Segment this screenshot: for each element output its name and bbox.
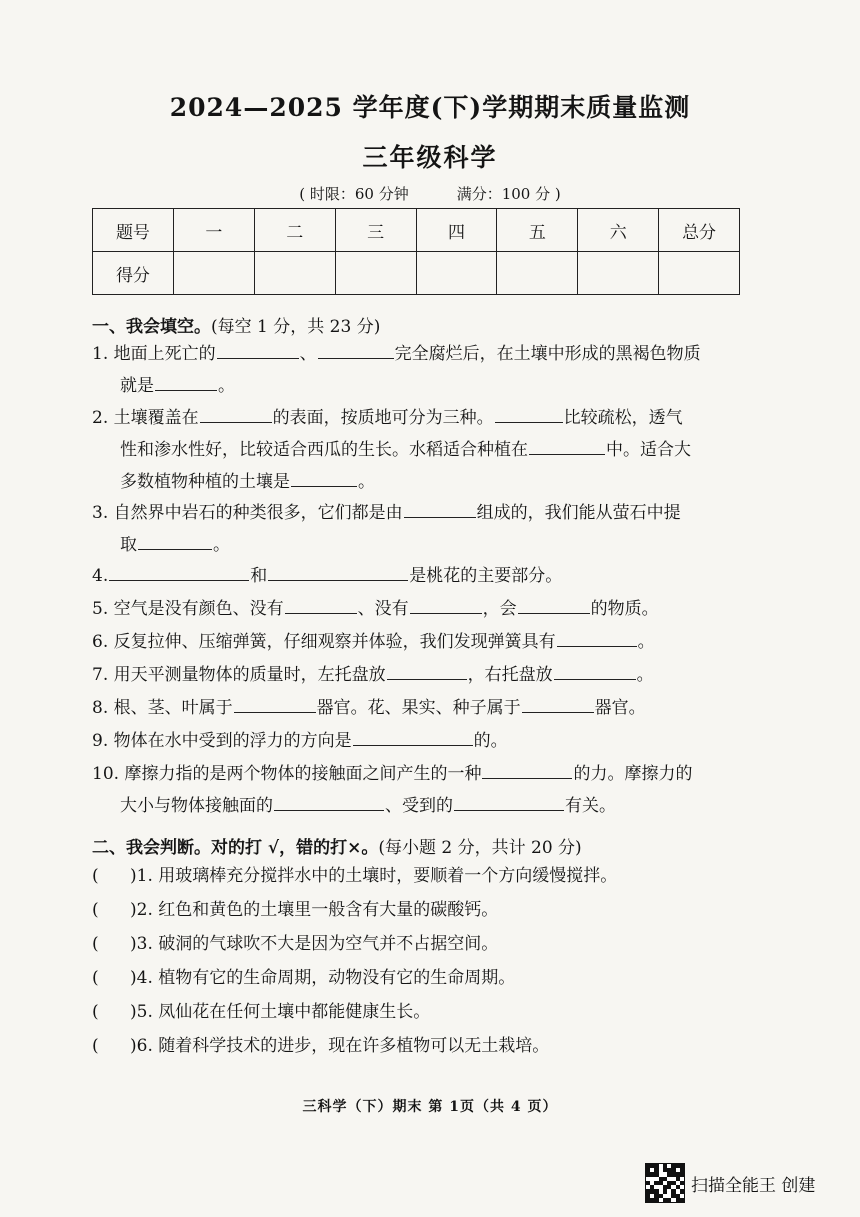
- q8-text: 器官。花、果实、种子属于: [316, 698, 521, 718]
- judge-text: )1. 用玻璃棒充分搅拌水中的土壤时，要顺着一个方向缓慢搅拌。: [130, 866, 618, 886]
- q2-text: 2. 土壤覆盖在: [92, 408, 199, 428]
- q10-text: 的力。摩擦力的: [573, 764, 693, 784]
- question-8: [92, 692, 754, 724]
- answer-blank[interactable]: [353, 727, 473, 746]
- q3-text: 组成的，我们能从萤石中提: [476, 503, 681, 523]
- answer-blank[interactable]: [155, 372, 217, 391]
- answer-blank[interactable]: [522, 694, 594, 713]
- q6-text: 。: [637, 632, 655, 652]
- answer-blank[interactable]: [482, 760, 572, 779]
- q10-text: 10. 摩擦力指的是两个物体的接触面之间产生的一种: [92, 764, 482, 784]
- judge-answer-paren[interactable]: (: [92, 934, 99, 954]
- scanner-watermark: [645, 1163, 815, 1203]
- q8-text: 8. 根、茎、叶属于: [92, 698, 233, 718]
- judge-text: )2. 红色和黄色的土壤里一般含有大量的碳酸钙。: [130, 900, 499, 920]
- qr-code-icon: [645, 1163, 685, 1203]
- judge-answer-paren[interactable]: (: [92, 900, 99, 920]
- question-1: [92, 338, 754, 402]
- q1-text: 完全腐烂后，在土壤中形成的黑褐色物质: [394, 344, 701, 364]
- score-cell: 题号: [93, 209, 174, 252]
- score-cell: 一: [173, 209, 254, 252]
- judge-text: )4. 植物有它的生命周期，动物没有它的生命周期。: [130, 968, 516, 988]
- answer-blank[interactable]: [495, 404, 563, 423]
- q3-text: 3. 自然界中岩石的种类很多，它们都是由: [92, 503, 403, 523]
- q2-text: 的表面，按质地可分为三种。: [272, 408, 494, 428]
- exam-info: [0, 183, 860, 204]
- score-cell: 二: [254, 209, 335, 252]
- judge-answer-paren[interactable]: (: [92, 1036, 99, 1056]
- q1-text: 就是: [120, 376, 154, 396]
- q10-text: 、受到的: [385, 796, 453, 816]
- judge-item: [92, 962, 515, 994]
- judge-item: [92, 894, 498, 926]
- q7-text: 7. 用天平测量物体的质量时，左托盘放: [92, 665, 386, 685]
- time-limit: ( 时限：60 分钟: [299, 185, 409, 203]
- answer-blank[interactable]: [234, 694, 316, 713]
- q3-text: 取: [120, 535, 137, 555]
- answer-blank[interactable]: [285, 595, 357, 614]
- score-table-score-row: [93, 252, 740, 295]
- section1-heading: [92, 312, 380, 337]
- judge-text: )6. 随着科学技术的进步，现在许多植物可以无土栽培。: [130, 1036, 550, 1056]
- score-empty-cell: [173, 252, 254, 295]
- score-empty-cell: [497, 252, 578, 295]
- q6-text: 6. 反复拉伸、压缩弹簧，仔细观察并体验，我们发现弹簧具有: [92, 632, 556, 652]
- score-row-label: 得分: [93, 252, 174, 295]
- q10-text: 大小与物体接触面的: [120, 796, 273, 816]
- answer-blank[interactable]: [529, 436, 605, 455]
- score-cell: 五: [497, 209, 578, 252]
- q1-text: 1. 地面上死亡的: [92, 344, 216, 364]
- question-2: [92, 402, 754, 498]
- judge-text: )5. 凤仙花在任何土壤中都能健康生长。: [130, 1002, 431, 1022]
- exam-subtitle: 三年级科学: [362, 143, 498, 172]
- answer-blank[interactable]: [387, 661, 467, 680]
- q2-text: 性和渗水性好，比较适合西瓜的生长。水稻适合种植在: [120, 440, 528, 460]
- answer-blank[interactable]: [200, 404, 272, 423]
- answer-blank[interactable]: [291, 468, 357, 487]
- score-empty-cell: [416, 252, 497, 295]
- q4-text: 是桃花的主要部分。: [409, 566, 563, 586]
- judge-item: [92, 928, 498, 960]
- q4-text: 4.: [92, 566, 109, 586]
- q5-text: 、没有: [357, 599, 409, 619]
- q5-text: 的物质。: [590, 599, 659, 619]
- score-cell: 三: [335, 209, 416, 252]
- judge-answer-paren[interactable]: (: [92, 866, 99, 886]
- q3-text: 。: [213, 535, 230, 555]
- section2-heading: [92, 833, 582, 858]
- score-empty-cell: [578, 252, 659, 295]
- judge-item: [92, 1030, 549, 1062]
- judge-text: )3. 破洞的气球吹不大是因为空气并不占据空间。: [130, 934, 499, 954]
- full-score: 满分：100 分 ): [456, 185, 561, 203]
- judge-answer-paren[interactable]: (: [92, 968, 99, 988]
- q5-text: 5. 空气是没有颜色、没有: [92, 599, 284, 619]
- answer-blank[interactable]: [554, 661, 636, 680]
- score-empty-cell: [659, 252, 740, 295]
- score-table-header-row: [93, 209, 740, 252]
- judge-item: [92, 860, 617, 892]
- exam-title: 2024—2025 学年度(下)学期期末质量监测: [169, 93, 691, 122]
- q1-text: 。: [218, 376, 235, 396]
- page-footer: 三科学（下）期末 第 1页（共 4 页）: [302, 1099, 558, 1115]
- answer-blank[interactable]: [217, 340, 299, 359]
- answer-blank[interactable]: [518, 595, 590, 614]
- q2-text: 多数植物种植的土壤是: [120, 472, 290, 492]
- answer-blank[interactable]: [557, 628, 637, 647]
- question-6: [92, 626, 754, 658]
- q1-text: 、: [299, 344, 317, 364]
- question-4: [92, 560, 754, 592]
- section2-title: 二、我会判断。对的打 √，错的打×。: [92, 838, 379, 858]
- section2-note: (每小题 2 分，共计 20 分): [378, 838, 582, 858]
- question-9: [92, 725, 754, 757]
- q7-text: 。: [636, 665, 654, 685]
- score-empty-cell: [254, 252, 335, 295]
- q2-text: 中。适合大: [606, 440, 691, 460]
- section1-note: (每空 1 分，共 23 分): [211, 317, 381, 337]
- q7-text: ，右托盘放: [467, 665, 553, 685]
- judge-answer-paren[interactable]: (: [92, 1002, 99, 1022]
- section1-title: 一、我会填空。: [92, 317, 211, 337]
- answer-blank[interactable]: [274, 792, 384, 811]
- q8-text: 器官。: [594, 698, 646, 718]
- q4-text: 和: [250, 566, 268, 586]
- score-table: [92, 208, 740, 295]
- watermark-text: 扫描全能王 创建: [691, 1175, 816, 1196]
- q5-text: ，会: [482, 599, 517, 619]
- score-empty-cell: [335, 252, 416, 295]
- answer-blank[interactable]: [109, 562, 249, 581]
- question-5: [92, 593, 754, 625]
- answer-blank[interactable]: [138, 531, 212, 550]
- q9-text: 的。: [473, 731, 508, 751]
- answer-blank[interactable]: [454, 792, 564, 811]
- answer-blank[interactable]: [268, 562, 408, 581]
- answer-blank[interactable]: [404, 499, 476, 518]
- question-7: [92, 659, 754, 691]
- answer-blank[interactable]: [318, 340, 394, 359]
- q10-text: 有关。: [565, 796, 616, 816]
- q2-text: 比较疏松，透气: [563, 408, 683, 428]
- score-cell: 四: [416, 209, 497, 252]
- q2-text: 。: [358, 472, 375, 492]
- answer-blank[interactable]: [410, 595, 482, 614]
- score-cell: 总分: [659, 209, 740, 252]
- question-10: [92, 758, 754, 822]
- score-cell: 六: [578, 209, 659, 252]
- judge-item: [92, 996, 430, 1028]
- question-3: [92, 497, 754, 561]
- q9-text: 9. 物体在水中受到的浮力的方向是: [92, 731, 352, 751]
